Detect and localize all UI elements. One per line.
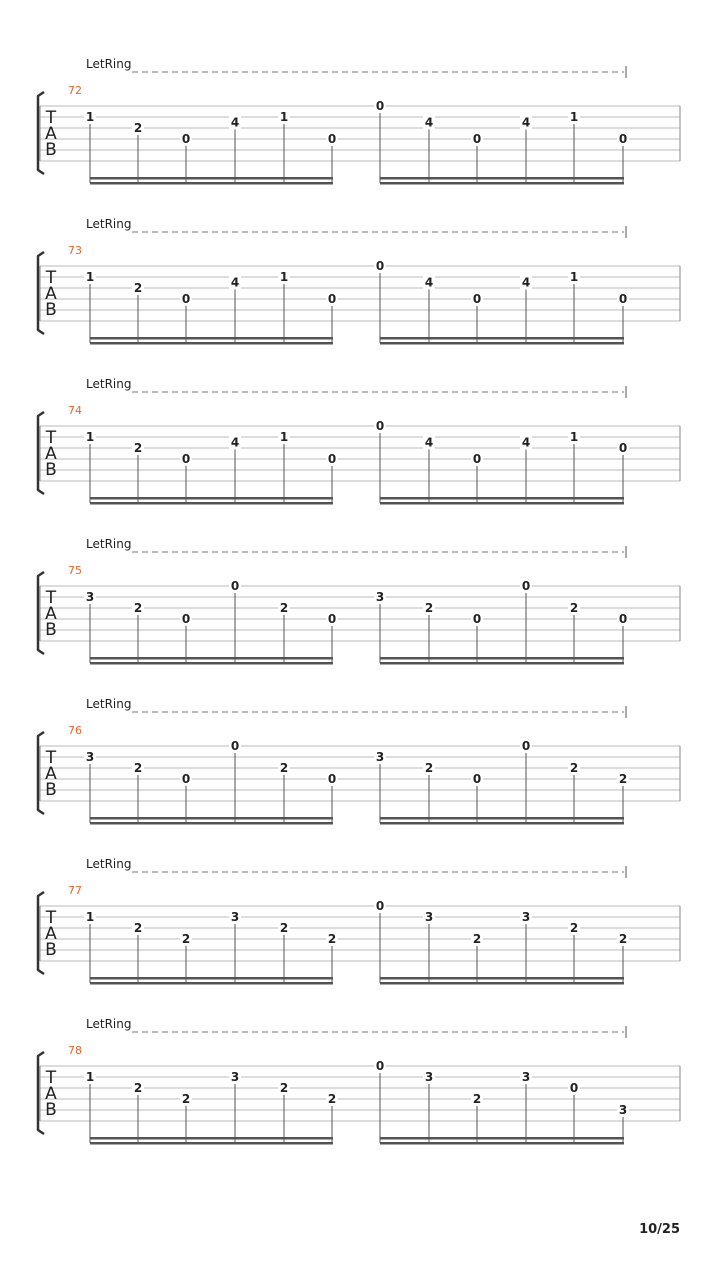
beam-secondary [90, 1142, 333, 1145]
system-bracket [38, 1052, 44, 1134]
let-ring-label: LetRing [86, 57, 132, 71]
fret-number: 2 [618, 772, 628, 786]
fret-number: 3 [230, 1070, 240, 1084]
fret-number: 0 [521, 579, 531, 593]
let-ring-label: LetRing [86, 377, 132, 391]
fret-number: 0 [375, 259, 385, 273]
beam-primary [90, 657, 333, 660]
tab-system [38, 857, 680, 985]
fret-number: 1 [569, 430, 579, 444]
let-ring-label: LetRing [86, 857, 132, 871]
beam-secondary [90, 502, 333, 505]
fret-number: 0 [181, 612, 191, 626]
tab-clef-letter: A [45, 1084, 57, 1104]
tab-clef-letter: B [45, 620, 57, 640]
tab-clef-letter: T [45, 428, 57, 448]
tab-clef-letter: T [45, 268, 57, 288]
fret-number: 1 [85, 110, 95, 124]
fret-number: 4 [424, 115, 434, 130]
let-ring-label: LetRing [86, 697, 132, 711]
fret-number: 1 [85, 910, 95, 924]
tab-clef-letter: T [45, 748, 57, 768]
fret-number: 4 [230, 275, 240, 290]
fret-number: 0 [230, 739, 240, 753]
beam-primary [380, 497, 624, 500]
fret-number: 0 [327, 292, 337, 306]
beam-secondary [380, 662, 624, 665]
fret-number: 3 [230, 910, 240, 924]
fret-number: 0 [375, 99, 385, 113]
measure-number: 75 [68, 564, 82, 577]
fret-number: 1 [569, 110, 579, 124]
beam-secondary [90, 982, 333, 985]
fret-number: 2 [569, 921, 579, 935]
fret-number: 0 [327, 452, 337, 466]
fret-number: 3 [375, 590, 385, 604]
fret-number: 0 [618, 132, 628, 146]
fret-number: 2 [327, 932, 337, 946]
beam-secondary [380, 502, 624, 505]
fret-number: 0 [375, 899, 385, 913]
tab-clef-letter: T [45, 588, 57, 608]
beam-primary [380, 177, 624, 180]
page-number: 10/25 [639, 1222, 680, 1237]
let-ring-label: LetRing [86, 217, 132, 231]
fret-number: 2 [618, 932, 628, 946]
tab-clef-letter: A [45, 764, 57, 784]
fret-number: 3 [424, 910, 434, 924]
fret-number: 2 [569, 601, 579, 615]
fret-number: 2 [133, 1081, 143, 1095]
tab-clef-letter: A [45, 284, 57, 304]
fret-number: 0 [472, 612, 482, 626]
fret-number: 0 [375, 419, 385, 433]
fret-number: 2 [133, 121, 143, 135]
fret-number: 4 [521, 275, 531, 290]
tab-system [38, 377, 680, 505]
fret-number: 1 [279, 270, 289, 284]
fret-number: 0 [230, 579, 240, 593]
fret-number: 4 [521, 115, 531, 130]
measure-number: 78 [68, 1044, 82, 1057]
tab-clef-letter: B [45, 460, 57, 480]
fret-number: 0 [472, 452, 482, 466]
fret-number: 2 [327, 1092, 337, 1106]
system-bracket [38, 412, 44, 494]
measure-number: 76 [68, 724, 82, 737]
beam-primary [380, 337, 624, 340]
let-ring-label: LetRing [86, 537, 132, 551]
fret-number: 1 [279, 430, 289, 444]
beam-primary [90, 817, 333, 820]
fret-number: 2 [424, 761, 434, 775]
fret-number: 3 [375, 750, 385, 764]
tab-system [38, 697, 680, 825]
tab-clef-letter: B [45, 140, 57, 160]
fret-number: 0 [472, 772, 482, 786]
tab-clef-letter: T [45, 108, 57, 128]
system-bracket [38, 572, 44, 654]
fret-number: 4 [424, 275, 434, 290]
beam-secondary [380, 182, 624, 185]
fret-number: 3 [521, 1070, 531, 1084]
beam-secondary [90, 822, 333, 825]
beam-primary [380, 817, 624, 820]
fret-number: 0 [327, 612, 337, 626]
fret-number: 2 [279, 761, 289, 775]
fret-number: 0 [521, 739, 531, 753]
fret-number: 2 [133, 601, 143, 615]
fret-number: 1 [85, 270, 95, 284]
tab-clef-letter: A [45, 444, 57, 464]
measure-number: 72 [68, 84, 82, 97]
tab-clef-letter: A [45, 124, 57, 144]
fret-number: 3 [85, 590, 95, 604]
beam-primary [90, 177, 333, 180]
tab-clef-letter: A [45, 604, 57, 624]
tab-clef-letter: T [45, 908, 57, 928]
system-bracket [38, 892, 44, 974]
fret-number: 0 [472, 132, 482, 146]
fret-number: 2 [279, 921, 289, 935]
fret-number: 0 [618, 612, 628, 626]
beam-primary [90, 1137, 333, 1140]
fret-number: 3 [521, 910, 531, 924]
fret-number: 1 [85, 430, 95, 444]
fret-number: 1 [85, 1070, 95, 1084]
tab-clef-letter: A [45, 924, 57, 944]
beam-primary [380, 657, 624, 660]
fret-number: 4 [230, 115, 240, 130]
fret-number: 0 [618, 441, 628, 455]
fret-number: 0 [181, 772, 191, 786]
tab-clef-letter: T [45, 1068, 57, 1088]
fret-number: 4 [424, 435, 434, 450]
fret-number: 4 [230, 435, 240, 450]
fret-number: 2 [472, 932, 482, 946]
fret-number: 0 [327, 132, 337, 146]
beam-secondary [90, 182, 333, 185]
beam-secondary [380, 982, 624, 985]
system-bracket [38, 732, 44, 814]
fret-number: 2 [133, 281, 143, 295]
tab-system [38, 217, 680, 345]
fret-number: 0 [327, 772, 337, 786]
tab-clef-letter: B [45, 940, 57, 960]
fret-number: 2 [472, 1092, 482, 1106]
beam-secondary [380, 342, 624, 345]
fret-number: 2 [133, 761, 143, 775]
measure-number: 74 [68, 404, 82, 417]
tab-clef-letter: B [45, 300, 57, 320]
tab-system [38, 537, 680, 665]
beam-secondary [90, 662, 333, 665]
fret-number: 0 [181, 132, 191, 146]
fret-number: 3 [424, 1070, 434, 1084]
fret-number: 0 [618, 292, 628, 306]
fret-number: 2 [181, 932, 191, 946]
fret-number: 0 [375, 1059, 385, 1073]
fret-number: 3 [85, 750, 95, 764]
beam-primary [90, 337, 333, 340]
beam-secondary [380, 1142, 624, 1145]
fret-number: 4 [521, 435, 531, 450]
system-bracket [38, 92, 44, 174]
fret-number: 2 [569, 761, 579, 775]
beam-secondary [90, 342, 333, 345]
fret-number: 0 [181, 292, 191, 306]
tab-clef-letter: B [45, 1100, 57, 1120]
beam-primary [380, 1137, 624, 1140]
measure-number: 73 [68, 244, 82, 257]
beam-secondary [380, 822, 624, 825]
beam-primary [380, 977, 624, 980]
fret-number: 1 [569, 270, 579, 284]
fret-number: 0 [569, 1081, 579, 1095]
system-bracket [38, 252, 44, 334]
tab-clef-letter: B [45, 780, 57, 800]
fret-number: 2 [279, 1081, 289, 1095]
fret-number: 2 [181, 1092, 191, 1106]
fret-number: 0 [181, 452, 191, 466]
tab-system [38, 1017, 680, 1145]
fret-number: 2 [133, 441, 143, 455]
fret-number: 2 [424, 601, 434, 615]
fret-number: 2 [133, 921, 143, 935]
fret-number: 3 [618, 1103, 628, 1117]
let-ring-label: LetRing [86, 1017, 132, 1031]
tab-system [38, 57, 680, 185]
beam-primary [90, 977, 333, 980]
fret-number: 2 [279, 601, 289, 615]
measure-number: 77 [68, 884, 82, 897]
fret-number: 1 [279, 110, 289, 124]
beam-primary [90, 497, 333, 500]
fret-number: 0 [472, 292, 482, 306]
